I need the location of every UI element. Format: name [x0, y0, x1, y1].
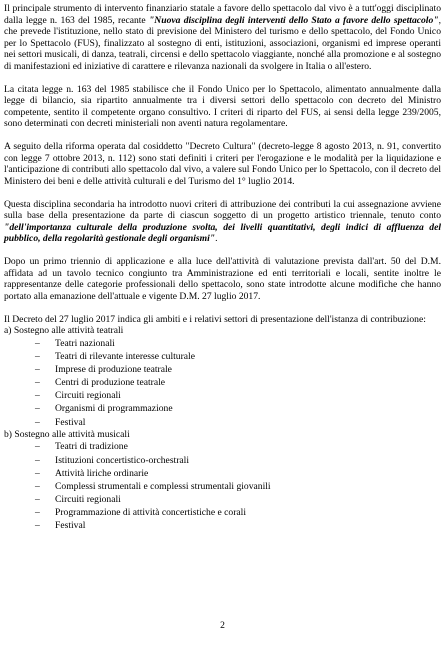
paragraph-fus-intro-text-a: Il principale strumento di intervento finanziario statale a favore dello spettacolo dal vivo è a tutt'oggi disciplinato dalla legge n. 163 del 1985, recante	[4, 3, 441, 26]
paragraph-criteria	[4, 199, 441, 245]
dash-marker: –	[35, 480, 40, 492]
dash-marker: –	[35, 520, 40, 532]
dash-marker: –	[35, 390, 40, 402]
list-item	[4, 454, 441, 467]
section-music	[4, 429, 441, 533]
list-item	[4, 480, 441, 493]
document-page	[4, 3, 441, 533]
dash-marker: –	[35, 494, 40, 506]
dash-marker: –	[35, 403, 40, 415]
page-number: 2	[220, 620, 225, 631]
list-item-label: Organismi di programmazione	[55, 403, 173, 415]
list-item	[4, 493, 441, 506]
paragraph-criteria-text-c: .	[215, 233, 218, 244]
list-item-label: Centri di produzione teatrale	[55, 377, 166, 389]
paragraph-decreto-cultura: A seguito della riforma operata dal cosiddetto "Decreto Cultura" (decreto-legge 8 agosto 2013, n. 91, convertito con legge 7 ottobre 2013, n. 112) sono stati definiti i criteri per l'erogazione e le modalità per la liquidazione e l'anticipazione di contributi allo spettacolo dal vivo, a valere sul Fondo Unico per lo Spettacolo, con il decreto del Ministero dei beni e delle attività culturali e del Turismo del 1° luglio 2014.	[4, 141, 441, 187]
list-item	[4, 467, 441, 480]
section-title-music: b) Sostegno alle attività musicali	[4, 428, 130, 440]
paragraph-fus-intro	[4, 3, 441, 72]
paragraph-decree-scope: Il Decreto del 27 luglio 2017 indica gli ambiti e i relativi settori di presentazione dell'istanza di contribuzione:	[4, 313, 426, 325]
section-theatre	[4, 325, 441, 429]
dash-marker: –	[35, 377, 40, 389]
dash-marker: –	[35, 454, 40, 466]
criteria-quote: "dell'importanza culturale della produzione svolta, dei livelli quantitativi, degli indici di affluenza del pubblico, della regolarità gestionale degli organismi"	[4, 221, 441, 244]
dash-marker: –	[35, 507, 40, 519]
list-item-label: Istituzioni concertistico-orchestrali	[55, 454, 189, 466]
paragraph-dm-2017: Dopo un primo triennio di applicazione e alla luce dell'attività di valutazione prevista dall'art. 50 del D.M. affidata ad un tavolo tecnico congiunto tra Amministrazione ed enti territoriali e locali, sentite inoltre le rappresentanze delle categorie professionali dello spettacolo, sono state introdotte alcune modifiche che hanno portato alla emanazione dell'attuale e vigente D.M. 27 luglio 2017.	[4, 256, 441, 302]
music-sector-list	[4, 440, 441, 532]
list-item	[4, 389, 441, 402]
list-item	[4, 350, 441, 363]
dash-marker: –	[35, 350, 40, 362]
list-item	[4, 402, 441, 415]
list-item	[4, 440, 441, 453]
theatre-sector-list	[4, 337, 441, 429]
list-item	[4, 337, 441, 350]
list-item-label: Teatri di rilevante interesse culturale	[55, 350, 195, 362]
list-item-label: Festival	[55, 520, 86, 532]
list-item-label: Circuiti regionali	[55, 494, 121, 506]
paragraph-fus-intro-text-c: , che prevede l'istituzione, nello stato di previsione del Ministero del turismo e dello spettacolo, del Fondo Unico per lo Spettacolo (FUS), finalizzato al sostegno di enti, istituzioni, associazioni, organismi ed imprese operanti nei settori musicali, di danza, teatrali, circensi e dello spettacolo viaggiante, nonché alla promozione e al sostegno di manifestazioni ed iniziative di carattere e rilevanza nazionali da svolgere in Italia o all'estero.	[4, 14, 441, 72]
list-item-label: Circuiti regionali	[55, 390, 121, 402]
list-item	[4, 376, 441, 389]
list-item-label: Complessi strumentali e complessi strumentali giovanili	[55, 480, 271, 492]
list-item	[4, 519, 441, 532]
list-item-label: Imprese di produzione teatrale	[55, 363, 172, 375]
list-item-label: Teatri nazionali	[55, 337, 115, 349]
paragraph-fus-allocation: La citata legge n. 163 del 1985 stabilisce che il Fondo Unico per lo Spettacolo, alimentato annualmente dalla legge di bilancio, sia ripartito annualmente tra i diversi settori dello spettacolo con decreto del Ministro competente, sentito il competente organo consultivo. I criteri di riparto del FUS, ai sensi della legge 239/2005, sono determinati con decreti ministeriali non aventi natura regolamentare.	[4, 83, 441, 129]
list-item	[4, 363, 441, 376]
list-item-label: Festival	[55, 416, 86, 428]
dash-marker: –	[35, 467, 40, 479]
list-item-label: Teatri di tradizione	[55, 441, 128, 453]
list-item-label: Programmazione di attività concertistiche e corali	[55, 507, 246, 519]
dash-marker: –	[35, 416, 40, 428]
section-title-theatre: a) Sostegno alle attività teatrali	[4, 325, 124, 336]
list-item	[4, 506, 441, 519]
list-item-label: Attività liriche ordinarie	[55, 467, 149, 479]
dash-marker: –	[35, 441, 40, 453]
dash-marker: –	[35, 363, 40, 375]
law-title-quote: "Nuova disciplina degli interventi dello Stato a favore dello spettacolo"	[148, 14, 439, 26]
dash-marker: –	[35, 337, 40, 349]
list-item	[4, 416, 441, 429]
paragraph-criteria-text-a: Questa disciplina secondaria ha introdotto nuovi criteri di attribuzione dei contributi la cui assegnazione avviene sulla base della presentazione da parte di ciascun soggetto di un progetto artistico triennale, tenuto conto	[4, 198, 441, 221]
